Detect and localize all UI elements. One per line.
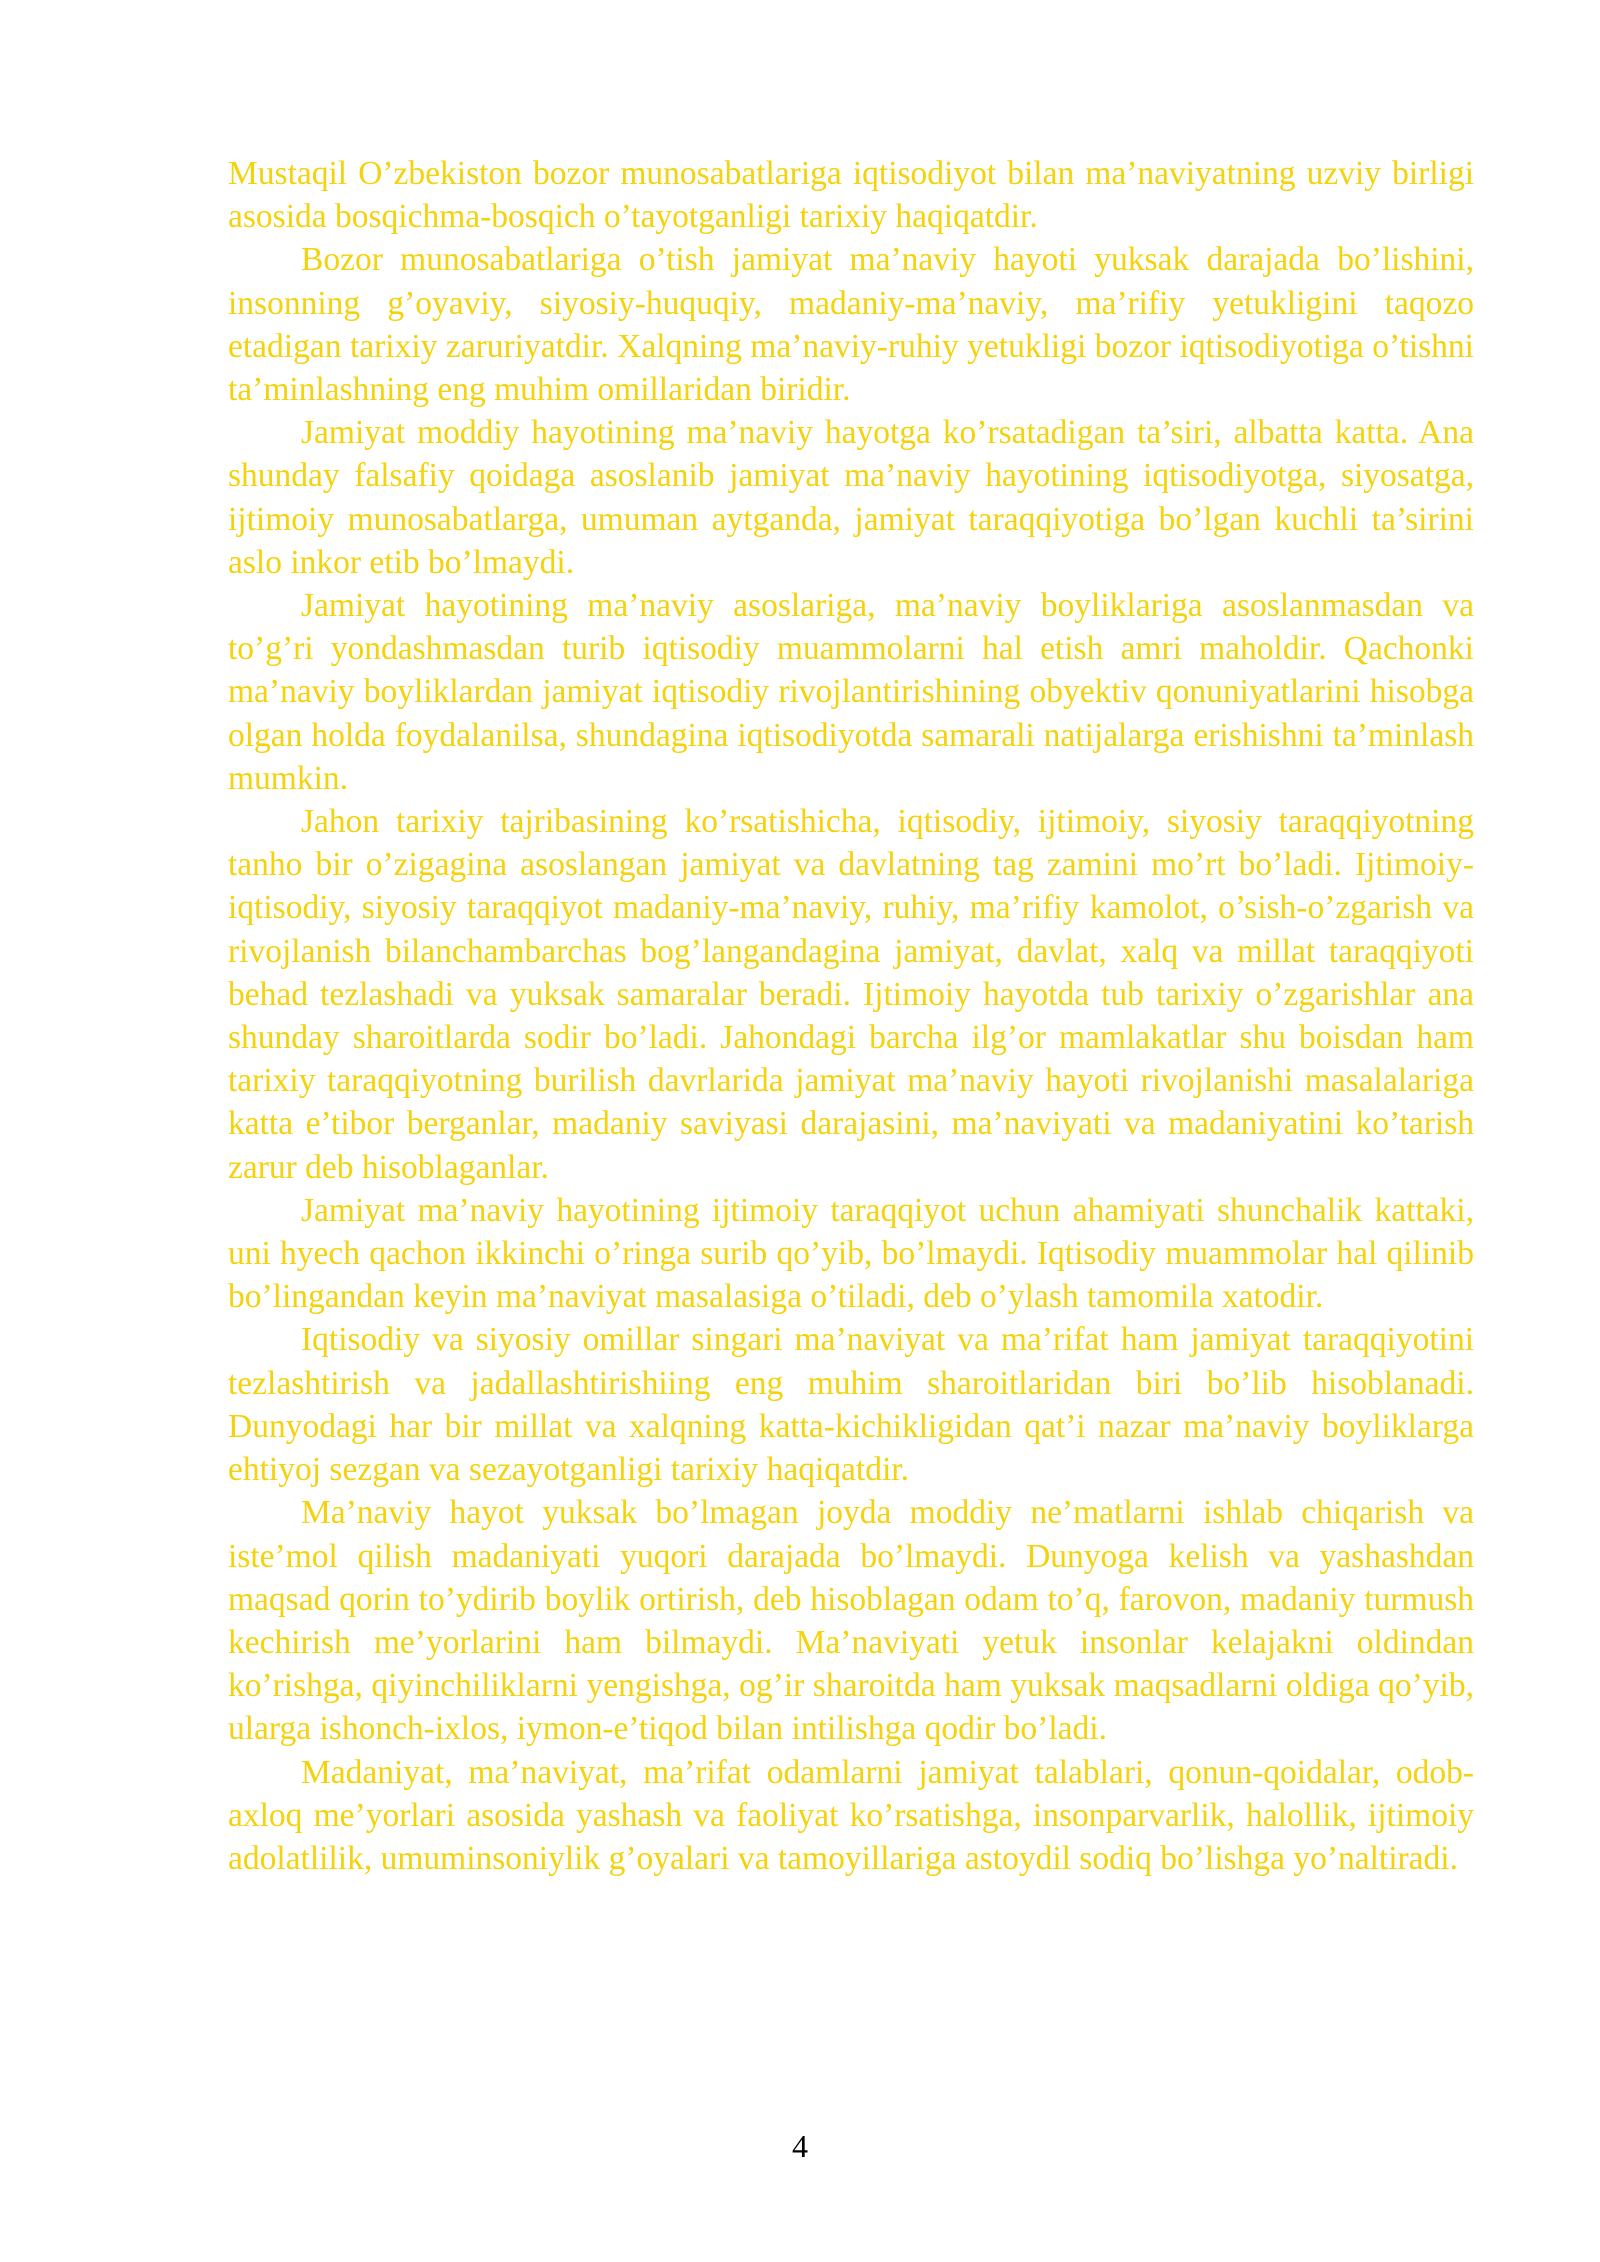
paragraph-2: Bozor munosabatlariga o’tish jamiyat ma’naviy hayoti yuksak darajada bo’lishini, insonning g’oyaviy, siyosiy-huquqiy, madaniy-ma’naviy, ma’rifiy yetukligini taqozo etadigan tarixiy zaruriyatdir. Xalqning ma’naviy-ruhiy yetukligi bozor iqtisodiyotiga o’tishni ta’minlashning eng muhim omillaridan biridir. [228, 241, 1474, 409]
body-text [228, 152, 1474, 1880]
paragraph-5: Jahon tarixiy tajribasining ko’rsatishicha, iqtisodiy, ijtimoiy, siyosiy taraqqiyotning tanho bir o’zigagina asoslangan jamiyat va davlatning tag zamini mo’rt bo’ladi. Ijtimoiy-iqtisodiy, siyosiy taraqqiyot madaniy-ma’naviy, ruhiy, ma’rifiy kamolot, o’sish-o’zgarish va rivojlanish bilanchambarchas bog’langandagina jamiyat, davlat, xalq va millat taraqqiyoti behad tezlashadi va yuksak samaralar beradi. Ijtimoiy hayotda tub tarixiy o’zgarishlar ana shunday sharoitlarda sodir bo’ladi. Jahondagi barcha ilg’or mamlakatlar shu boisdan ham tarixiy taraqqiyotning burilish davrlarida jamiyat ma’naviy hayoti rivojlanishi masalalariga katta e’tibor berganlar, madaniy saviyasi darajasini, ma’naviyati va madaniyatini ko’tarish zarur deb hisoblaganlar. [228, 803, 1474, 1186]
paragraph-8: Ma’naviy hayot yuksak bo’lmagan joyda moddiy ne’matlarni ishlab chiqarish va iste’mol qilish madaniyati yuqori darajada bo’lmaydi. Dunyoga kelish va yashashdan maqsad qorin to’ydirib boylik ortirish, deb hisoblagan odam to’q, farovon, madaniy turmush kechirish me’yorlarini ham bilmaydi. Ma’naviyati yetuk insonlar kelajakni oldindan ko’rishga, qiyinchiliklarni yengishga, og’ir sharoitda ham yuksak maqsadlarni oldiga qo’yib, ularga ishonch-ixlos, iymon-e’tiqod bilan intilishga qodir bo’ladi. [228, 1494, 1474, 1748]
paragraph-4: Jamiyat hayotining ma’naviy asoslariga, ma’naviy boyliklariga asoslanmasdan va to’g’ri yondashmasdan turib iqtisodiy muammolarni hal etish amri maholdir. Qachonki ma’naviy boyliklardan jamiyat iqtisodiy rivojlantirishining obyektiv qonuniyatlarini hisobga olgan holda foydalanilsa, shundagina iqtisodiyotda samarali natijalarga erishishni ta’minlash mumkin. [228, 587, 1474, 797]
paragraph-1: Mustaqil O’zbekiston bozor munosabatlariga iqtisodiyot bilan ma’naviyatning uzviy birligi asosida bosqichma-bosqich o’tayotganligi tarixiy haqiqatdir. [228, 155, 1474, 236]
paragraph-3: Jamiyat moddiy hayotining ma’naviy hayotga ko’rsatadigan ta’siri, albatta katta. Ana shunday falsafiy qoidaga asoslanib jamiyat ma’naviy hayotining iqtisodiyotga, siyosatga, ijtimoiy munosabatlarga, umuman aytganda, jamiyat taraqqiyotiga bo’lgan kuchli ta’sirini aslo inkor etib bo’lmaydi. [228, 414, 1474, 581]
page-number: 4 [792, 2128, 808, 2164]
paragraph-7: Iqtisodiy va siyosiy omillar singari ma’naviyat va ma’rifat ham jamiyat taraqqiyotini tezlashtirish va jadallashtirishiing eng muhim sharoitlaridan biri bo’lib hisoblanadi. Dunyodagi har bir millat va xalqning katta-kichikligidan qat’i nazar ma’naviy boyliklarga ehtiyoj sezgan va sezayotganligi tarixiy haqiqatdir. [228, 1321, 1474, 1489]
paragraph-9: Madaniyat, ma’naviyat, ma’rifat odamlarni jamiyat talablari, qonun-qoidalar, odob-axloq me’yorlari asosida yashash va faoliyat ko’rsatishga, insonparvarlik, halollik, ijtimoiy adolatlilik, umuminsoniylik g’oyalari va tamoyillariga astoydil sodiq bo’lishga yo’naltiradi. [228, 1753, 1474, 1877]
paragraph-6: Jamiyat ma’naviy hayotining ijtimoiy taraqqiyot uchun ahamiyati shunchalik kattaki, uni hyech qachon ikkinchi o’ringa surib qo’yib, bo’lmaydi. Iqtisodiy muammolar hal qilinib bo’lingandan keyin ma’naviyat masalasiga o’tiladi, deb o’ylash tamomila xatodir. [228, 1191, 1474, 1316]
